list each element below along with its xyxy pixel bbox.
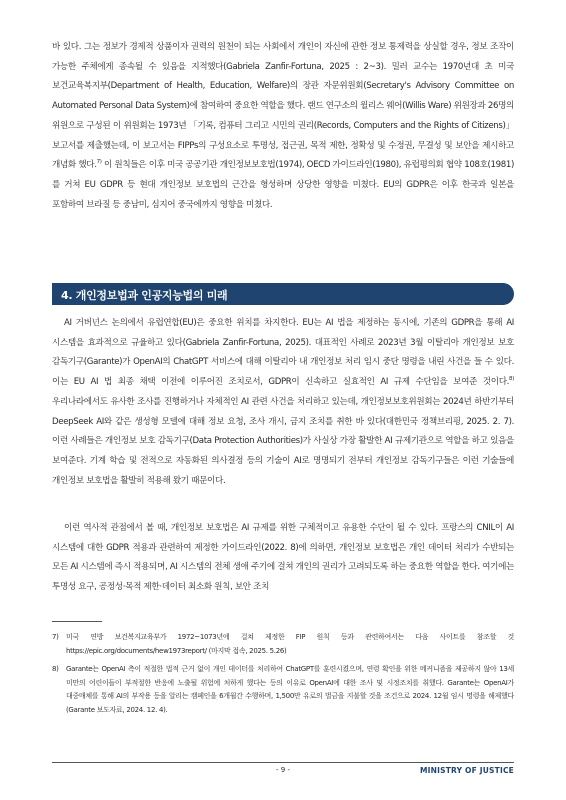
footnote-7 [52, 631, 514, 658]
footer-divider [52, 762, 514, 763]
publisher-name: MINISTRY OF JUSTICE [420, 766, 514, 775]
footnote-8 [52, 663, 514, 717]
page-number: - 9 - [276, 766, 290, 774]
section-heading: 4. 개인정보법과 인공지능법의 미래 [61, 289, 228, 302]
paragraph-1-text-a: 바 있다. 그는 정보가 경제적 상품이자 권력의 원천이 되는 사회에서 개인이 자신에 관한 정보 통제력을 상실할 경우, 정보 조작이 가능한 주체에게 종속될 수 있음을 지적했다(Gabriela Zanfir-Fortuna, 2025 : 2~3). 밀러 교수는 1970년대 초 미국 보건교육복지부(Department of Health, Education, Welfare)의 장관 자문위원회(Secretary's Advisory Committee on Automated Personal Data System)에 참여하여 중요한 역할을 했다. 랜드 연구소의 윌리스 웨어(Willis Ware) 위원장과 26명의 위원으로 구성된 이 위원회는 1973년 「기록, 컴퓨터 그리고 시민의 권리(Records, Computers and the Rights of Citizens)」 보고서를 제출했는데, 이 보고서는 FIPPs의 구성요소로 투명성, 접근권, 목적 제한, 정확성 및 수정권, 무결성 및 보안을 제시하고 개념화 했다. [52, 42, 514, 171]
footnote-ref-7[interactable]: 7) [96, 159, 102, 166]
footnote-7-text: 미국 연방 보건복지교육부가 1972~1073년에 걸쳐 제정한 FIP 원칙 등과 관련하여서는 다음 사이트를 참조할 것 https://epic.org/documents/hew1973report/ (마지막 접속, 2025. 5.26) [66, 633, 514, 655]
body-paragraph-2 [52, 314, 514, 491]
body-paragraph-3: 이런 역사적 관점에서 볼 때, 개인정보 보호법은 AI 규제를 위한 구체적이고 유용한 수단이 될 수 있다. 프랑스의 CNIL이 AI 시스템에 대한 GDPR 적용과 관련하여 제정한 가이드라인(2022. 8)에 의하면, 개인정보 보호법은 개인 데이터 처리가 수반되는 모든 AI 시스템에 즉시 적용되며, AI 시스템의 전체 생애 주기에 걸쳐 개인의 권리가 고려되도록 하는 중요한 역할을 한다. 여기에는 투명성 요구, 공정성·목적 제한·데이터 최소화 원칙, 보안 조치 [52, 523, 514, 593]
footnote-7-number: 7) [52, 633, 59, 641]
paragraph-2-text-a: AI 거버넌스 논의에서 유럽연합(EU)은 중요한 위치를 차지한다. EU는 AI 법을 제정하는 동시에, 기존의 GDPR을 통해 AI 시스템을 효과적으로 규율하고 있다(Gabriela Zanfir-Fortuna, 2025). 대표적인 사례로 2023년 3월 이탈리아 개인정보 보호 감독기구(Garante)가 OpenAI의 ChatGPT 서비스에 대해 이탈리아 내 개인정보 처리 임시 중단 명령을 내린 사건을 들 수 있다. 이는 EU AI 법 최종 채택 이전에 이루어진 조치로서, GDPR이 신속하고 실효적인 AI 규제 수단임을 보여준 것이다. [52, 318, 514, 388]
body-paragraph-1 [52, 38, 514, 215]
footnote-8-number: 8) [52, 665, 59, 673]
footnote-8-text: Garante는 OpenAI 측이 적절한 법적 근거 없이 개인 데이터를 처리하여 ChatGPT를 훈련시켰으며, 연령 확인을 위한 메커니즘을 제공하지 않아 13세 미만의 어린이들이 부적절한 반응에 노출될 위험에 처하게 했다는 등의 이유로 OpenAI에 대한 조사 및 시정조치를 취했다. Garante는 OpenAI가 대중매체를 통해 AI의 부작용 등을 알리는 캠페인을 6개월간 수행하며, 1,500만 유로의 벌금을 지불할 것을 조건으로 2024. 12월 임시 명령을 해제했다(Garante 보도자료, 2024. 12. 4). [66, 665, 514, 714]
footnote-ref-8[interactable]: 8) [509, 376, 514, 383]
paragraph-2-text-b: 우리나라에서도 유사한 조사를 진행하거나 자체적인 AI 관련 사건을 처리하고 있는데, 개인정보보호위원회는 2024년 하반기부터 DeepSeek AI와 같은 생성형 모델에 대해 정보 요청, 조사 개시, 금지 조치를 취한 바 있다(대한민국 정책브리핑, 2025. 2. 7). 이런 사례들은 개인정보 보호 감독기구(Data Protection Authorities)가 사실상 가장 활발한 AI 규제기관으로 역할을 하고 있음을 보여준다. 기계 학습 및 전적으로 자동화된 의사결정 등의 기술이 AI로 명명되기 전부터 개인정보 감독기구들은 이런 기술들에 개인정보 보호법을 활발히 적용해 왔기 때문이다. [52, 396, 514, 486]
footnote-divider [52, 621, 102, 622]
section-heading-bar [52, 283, 514, 305]
paragraph-1-text-b: 이 원칙들은 이후 미국 공공기관 개인정보보호법(1974), OECD 가이드라인(1980), 유럽평의회 협약 108호(1981)를 거쳐 EU GDPR 등 현대 개인정보 보호법의 근간을 형성하며 상당한 영향을 미쳤다. EU의 GDPR은 이후 한국과 일본을 포함하여 브라질 등 중남미, 심지어 중국에까지 영향을 미쳤다. [52, 160, 514, 210]
